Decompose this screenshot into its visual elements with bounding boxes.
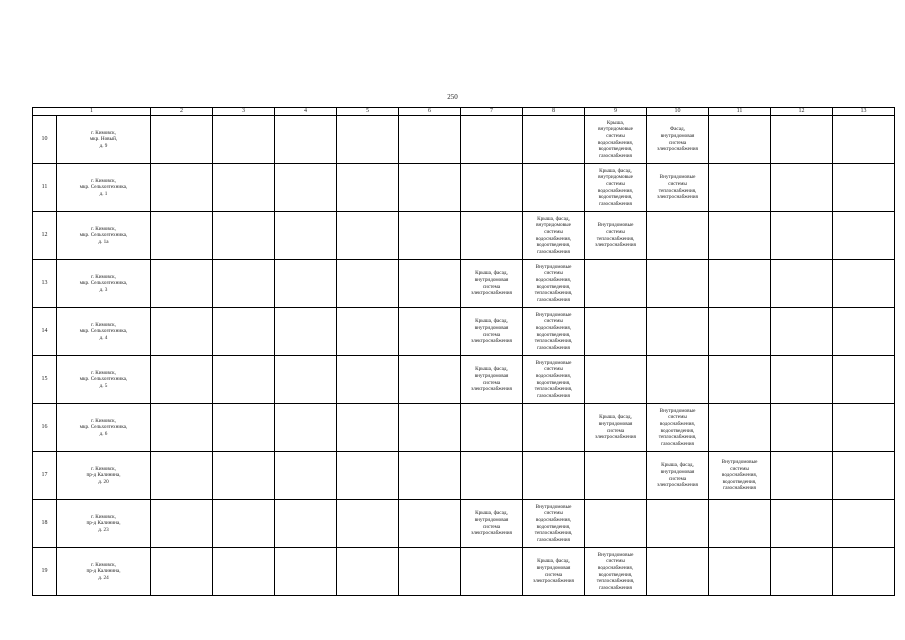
year-cell-10 xyxy=(647,452,709,500)
year-cell-2 xyxy=(151,164,213,212)
repair-schedule-table xyxy=(32,107,895,596)
row-number: 19 xyxy=(33,548,57,596)
year-cell-13 xyxy=(833,500,895,548)
work-type-line: Крыша, фасад, xyxy=(537,558,570,565)
year-cell-10 xyxy=(647,116,709,164)
year-cell-7 xyxy=(461,164,523,212)
work-type-line: Крыша, фасад, xyxy=(475,270,508,277)
year-cell-8 xyxy=(523,356,585,404)
year-cell-12 xyxy=(771,212,833,260)
work-type-line: водоснабжения, xyxy=(597,139,634,146)
work-type-line: системы xyxy=(606,558,625,565)
work-type-line: водоснабжения, xyxy=(535,372,572,379)
year-cell-10 xyxy=(647,356,709,404)
address-line: мкр. Сельхозтехника, xyxy=(79,424,128,431)
year-cell-11 xyxy=(709,260,771,308)
work-type-line: водоснабжения, xyxy=(535,516,572,523)
header-cell: 4 xyxy=(275,108,337,116)
year-cell-10 xyxy=(647,308,709,356)
work-type-line: водоотведения, xyxy=(536,283,571,290)
year-cell-5 xyxy=(337,548,399,596)
year-cell-6 xyxy=(399,452,461,500)
year-cell-8 xyxy=(523,500,585,548)
address-line: г. Кимовск, xyxy=(91,513,116,520)
address-line: д. 1 xyxy=(99,190,108,197)
table-row xyxy=(33,164,895,212)
work-type-line: система xyxy=(668,475,687,482)
work-type-line: внутридомовая xyxy=(474,516,509,523)
work-type-line: Внутридомовые xyxy=(535,359,572,366)
work-type-line: водоснабжения, xyxy=(535,276,572,283)
address-line: мкр. Сельхозтехника, xyxy=(79,280,128,287)
year-cell-9 xyxy=(585,500,647,548)
year-cell-13 xyxy=(833,356,895,404)
address-line: г. Кимовск, xyxy=(91,465,116,472)
work-type-line: теплоснабжения, xyxy=(534,386,573,393)
year-cell-9 xyxy=(585,404,647,452)
year-cell-3 xyxy=(213,164,275,212)
work-type-line: электроснабжения xyxy=(657,146,698,153)
year-cell-2 xyxy=(151,116,213,164)
header-cell: 5 xyxy=(337,108,399,116)
work-type-line: водоснабжения, xyxy=(721,472,758,479)
year-cell-9 xyxy=(585,212,647,260)
year-cell-2 xyxy=(151,452,213,500)
table-row xyxy=(33,548,895,596)
work-type-line: теплоснабжения, xyxy=(658,434,697,441)
work-type-line: газоснабжения xyxy=(537,248,570,255)
table-row xyxy=(33,116,895,164)
year-cell-9 xyxy=(585,548,647,596)
work-type-line: теплоснабжения, xyxy=(534,530,573,537)
header-cell: 10 xyxy=(647,108,709,116)
address-line: пр-д Калинина, xyxy=(86,568,121,575)
year-cell-7 xyxy=(461,116,523,164)
year-cell-3 xyxy=(213,116,275,164)
header-cell: 6 xyxy=(399,108,461,116)
work-type-line: Внутридомовые xyxy=(659,407,696,414)
year-cell-7 xyxy=(461,452,523,500)
address-line: д. 9 xyxy=(99,142,108,149)
year-cell-13 xyxy=(833,164,895,212)
work-type-line: водоотведения, xyxy=(598,146,633,153)
work-type-line: системы xyxy=(544,228,563,235)
work-type-line: водоотведения, xyxy=(598,571,633,578)
year-cell-13 xyxy=(833,116,895,164)
header-cell: 1 xyxy=(33,108,151,116)
work-type-line: Внутридомовые xyxy=(535,311,572,318)
address-line: г. Кимовск, xyxy=(91,225,116,232)
address-cell xyxy=(57,356,151,404)
year-cell-3 xyxy=(213,452,275,500)
year-cell-4 xyxy=(275,260,337,308)
work-type-line: водоотведения, xyxy=(536,523,571,530)
work-type-line: внутридомовая xyxy=(474,324,509,331)
work-type-line: Крыша, фасад, xyxy=(661,462,694,469)
year-cell-4 xyxy=(275,500,337,548)
year-cell-6 xyxy=(399,500,461,548)
year-cell-7 xyxy=(461,308,523,356)
work-type-line: Крыша, фасад, xyxy=(475,366,508,373)
address-line: г. Кимовск, xyxy=(91,321,116,328)
address-cell xyxy=(57,308,151,356)
address-cell xyxy=(57,452,151,500)
row-number: 12 xyxy=(33,212,57,260)
year-cell-5 xyxy=(337,260,399,308)
address-line: д. 4 xyxy=(99,334,108,341)
address-line: д. 20 xyxy=(98,478,109,485)
address-line: мкр. Сельхозтехника, xyxy=(79,232,128,239)
year-cell-3 xyxy=(213,548,275,596)
year-cell-5 xyxy=(337,404,399,452)
header-cell: 3 xyxy=(213,108,275,116)
year-cell-9 xyxy=(585,116,647,164)
year-cell-11 xyxy=(709,164,771,212)
year-cell-6 xyxy=(399,212,461,260)
year-cell-3 xyxy=(213,260,275,308)
year-cell-11 xyxy=(709,212,771,260)
work-type-line: внутридомовые xyxy=(598,174,633,181)
row-number: 15 xyxy=(33,356,57,404)
year-cell-8 xyxy=(523,260,585,308)
work-type-line: системы xyxy=(544,270,563,277)
year-cell-7 xyxy=(461,356,523,404)
work-type-line: система xyxy=(482,331,501,338)
page-number: 250 xyxy=(447,93,458,101)
work-type-line: газоснабжения xyxy=(723,485,756,492)
work-type-line: водоснабжения, xyxy=(535,324,572,331)
header-cell: 11 xyxy=(709,108,771,116)
work-type-line: Внутридомовые xyxy=(721,459,758,466)
work-type-line: газоснабжения xyxy=(661,440,694,447)
work-type-line: Крыша, фасад, xyxy=(599,414,632,421)
year-cell-8 xyxy=(523,404,585,452)
address-line: г. Кимовск, xyxy=(91,273,116,280)
table-row xyxy=(33,212,895,260)
year-cell-4 xyxy=(275,212,337,260)
year-cell-11 xyxy=(709,356,771,404)
work-type-line: водоотведения, xyxy=(536,242,571,249)
address-line: д. 5 xyxy=(99,382,108,389)
row-number: 16 xyxy=(33,404,57,452)
work-type-line: водоснабжения, xyxy=(597,187,634,194)
address-line: мкр. Сельхозтехника, xyxy=(79,328,128,335)
year-cell-6 xyxy=(399,308,461,356)
address-cell xyxy=(57,500,151,548)
year-cell-4 xyxy=(275,548,337,596)
year-cell-11 xyxy=(709,452,771,500)
address-cell xyxy=(57,548,151,596)
work-type-line: газоснабжения xyxy=(599,584,632,591)
work-type-line: электроснабжения xyxy=(657,482,698,489)
year-cell-11 xyxy=(709,548,771,596)
year-cell-2 xyxy=(151,356,213,404)
address-cell xyxy=(57,212,151,260)
work-type-line: внутридомовая xyxy=(598,420,633,427)
work-type-line: теплоснабжения, xyxy=(658,187,697,194)
work-type-line: газоснабжения xyxy=(599,200,632,207)
row-number: 17 xyxy=(33,452,57,500)
year-cell-13 xyxy=(833,260,895,308)
work-type-line: водоснабжения, xyxy=(659,420,696,427)
address-line: г. Кимовск, xyxy=(91,177,116,184)
header-cell: 13 xyxy=(833,108,895,116)
year-cell-7 xyxy=(461,548,523,596)
year-cell-10 xyxy=(647,164,709,212)
header-cell: 8 xyxy=(523,108,585,116)
work-type-line: внутридомовая xyxy=(660,132,695,139)
year-cell-5 xyxy=(337,116,399,164)
year-cell-10 xyxy=(647,212,709,260)
work-type-line: внутридомовая xyxy=(474,372,509,379)
work-type-line: внутридомовые xyxy=(598,126,633,133)
year-cell-11 xyxy=(709,500,771,548)
work-type-line: системы xyxy=(606,132,625,139)
table-row xyxy=(33,356,895,404)
address-line: д. 3 xyxy=(99,286,108,293)
work-type-line: электроснабжения xyxy=(533,578,574,585)
year-cell-10 xyxy=(647,404,709,452)
year-cell-5 xyxy=(337,452,399,500)
table-row xyxy=(33,404,895,452)
year-cell-2 xyxy=(151,548,213,596)
work-type-line: система xyxy=(668,139,687,146)
year-cell-2 xyxy=(151,404,213,452)
address-line: д. 24 xyxy=(98,574,109,581)
work-type-line: электроснабжения xyxy=(471,530,512,537)
work-type-line: газоснабжения xyxy=(537,296,570,303)
year-cell-10 xyxy=(647,260,709,308)
work-type-line: внутридомовая xyxy=(660,468,695,475)
work-type-line: внутридомовые xyxy=(536,222,571,229)
year-cell-4 xyxy=(275,404,337,452)
year-cell-3 xyxy=(213,404,275,452)
year-cell-8 xyxy=(523,212,585,260)
work-type-line: электроснабжения xyxy=(595,434,636,441)
work-type-line: система xyxy=(482,379,501,386)
work-type-line: система xyxy=(544,571,563,578)
address-line: мкр. Сельхозтехника, xyxy=(79,184,128,191)
work-type-line: системы xyxy=(606,180,625,187)
work-type-line: водоотведения, xyxy=(598,194,633,201)
work-type-line: системы xyxy=(606,228,625,235)
work-type-line: газоснабжения xyxy=(537,536,570,543)
address-cell xyxy=(57,164,151,212)
year-cell-9 xyxy=(585,452,647,500)
year-cell-13 xyxy=(833,308,895,356)
year-cell-6 xyxy=(399,164,461,212)
table-row xyxy=(33,308,895,356)
header-cell: 9 xyxy=(585,108,647,116)
address-line: г. Кимовск, xyxy=(91,369,116,376)
work-type-line: водоотведения, xyxy=(660,427,695,434)
year-cell-12 xyxy=(771,404,833,452)
header-cell: 12 xyxy=(771,108,833,116)
work-type-line: Фасад, xyxy=(669,126,685,133)
year-cell-9 xyxy=(585,356,647,404)
work-type-line: водоотведения, xyxy=(536,379,571,386)
year-cell-10 xyxy=(647,548,709,596)
year-cell-8 xyxy=(523,164,585,212)
row-number: 10 xyxy=(33,116,57,164)
work-type-line: Крыша, фасад, xyxy=(599,167,632,174)
work-type-line: теплоснабжения, xyxy=(596,235,635,242)
work-type-line: электроснабжения xyxy=(595,242,636,249)
work-type-line: водоснабжения, xyxy=(597,564,634,571)
year-cell-9 xyxy=(585,260,647,308)
year-cell-12 xyxy=(771,164,833,212)
year-cell-5 xyxy=(337,212,399,260)
work-type-line: системы xyxy=(544,510,563,517)
work-type-line: система xyxy=(482,523,501,530)
year-cell-6 xyxy=(399,116,461,164)
row-number: 18 xyxy=(33,500,57,548)
address-line: д. 6 xyxy=(99,430,108,437)
work-type-line: система xyxy=(482,283,501,290)
year-cell-5 xyxy=(337,356,399,404)
year-cell-12 xyxy=(771,356,833,404)
year-cell-12 xyxy=(771,116,833,164)
year-cell-5 xyxy=(337,308,399,356)
row-number: 14 xyxy=(33,308,57,356)
year-cell-9 xyxy=(585,164,647,212)
year-cell-12 xyxy=(771,260,833,308)
year-cell-11 xyxy=(709,404,771,452)
row-number: 11 xyxy=(33,164,57,212)
year-cell-13 xyxy=(833,404,895,452)
work-type-line: теплоснабжения, xyxy=(534,290,573,297)
work-type-line: газоснабжения xyxy=(537,344,570,351)
year-cell-9 xyxy=(585,308,647,356)
work-type-line: внутридомовая xyxy=(474,276,509,283)
address-cell xyxy=(57,260,151,308)
year-cell-5 xyxy=(337,500,399,548)
address-line: д. 1а xyxy=(98,238,109,245)
address-line: мкр. Сельхозтехника, xyxy=(79,376,128,383)
address-line: пр-д Калинина, xyxy=(86,520,121,527)
year-cell-3 xyxy=(213,308,275,356)
work-type-line: Крыша, фасад, xyxy=(537,215,570,222)
year-cell-4 xyxy=(275,164,337,212)
work-type-line: Внутридомовые xyxy=(659,174,696,181)
work-type-line: система xyxy=(606,427,625,434)
work-type-line: системы xyxy=(544,318,563,325)
year-cell-7 xyxy=(461,260,523,308)
year-cell-6 xyxy=(399,548,461,596)
year-cell-4 xyxy=(275,356,337,404)
work-type-line: газоснабжения xyxy=(599,152,632,159)
year-cell-6 xyxy=(399,404,461,452)
work-type-line: Крыша, фасад, xyxy=(475,510,508,517)
year-cell-4 xyxy=(275,452,337,500)
address-cell xyxy=(57,116,151,164)
year-cell-13 xyxy=(833,452,895,500)
work-type-line: внутридомовая xyxy=(536,564,571,571)
work-type-line: системы xyxy=(544,366,563,373)
work-type-line: Внутридомовые xyxy=(535,503,572,510)
address-cell xyxy=(57,404,151,452)
row-number: 13 xyxy=(33,260,57,308)
year-cell-7 xyxy=(461,404,523,452)
year-cell-7 xyxy=(461,500,523,548)
year-cell-4 xyxy=(275,308,337,356)
work-type-line: водоснабжения, xyxy=(535,235,572,242)
year-cell-8 xyxy=(523,548,585,596)
address-line: г. Кимовск, xyxy=(91,129,116,136)
work-type-line: Крыша, фасад, xyxy=(475,318,508,325)
year-cell-3 xyxy=(213,212,275,260)
year-cell-4 xyxy=(275,116,337,164)
year-cell-3 xyxy=(213,500,275,548)
year-cell-2 xyxy=(151,308,213,356)
year-cell-2 xyxy=(151,500,213,548)
year-cell-13 xyxy=(833,548,895,596)
work-type-line: водоотведения, xyxy=(722,478,757,485)
year-cell-12 xyxy=(771,548,833,596)
address-line: мкр. Новый, xyxy=(89,136,118,143)
year-cell-8 xyxy=(523,308,585,356)
table-row xyxy=(33,260,895,308)
header-cell: 2 xyxy=(151,108,213,116)
year-cell-13 xyxy=(833,212,895,260)
work-type-line: теплоснабжения, xyxy=(534,338,573,345)
work-type-line: Внутридомовые xyxy=(597,551,634,558)
work-type-line: теплоснабжения, xyxy=(596,578,635,585)
year-cell-6 xyxy=(399,260,461,308)
year-cell-8 xyxy=(523,116,585,164)
year-cell-12 xyxy=(771,500,833,548)
work-type-line: системы xyxy=(668,180,687,187)
year-cell-5 xyxy=(337,164,399,212)
year-cell-12 xyxy=(771,308,833,356)
header-row xyxy=(33,108,895,116)
work-type-line: Крыша, xyxy=(606,119,625,126)
work-type-line: системы xyxy=(668,414,687,421)
year-cell-6 xyxy=(399,356,461,404)
year-cell-12 xyxy=(771,452,833,500)
year-cell-7 xyxy=(461,212,523,260)
work-type-line: Внутридомовые xyxy=(597,222,634,229)
work-type-line: электроснабжения xyxy=(471,386,512,393)
header-cell: 7 xyxy=(461,108,523,116)
work-type-line: электроснабжения xyxy=(657,194,698,201)
work-type-line: Внутридомовые xyxy=(535,263,572,270)
year-cell-11 xyxy=(709,116,771,164)
year-cell-10 xyxy=(647,500,709,548)
address-line: д. 23 xyxy=(98,526,109,533)
year-cell-2 xyxy=(151,212,213,260)
year-cell-3 xyxy=(213,356,275,404)
year-cell-2 xyxy=(151,260,213,308)
table-row xyxy=(33,452,895,500)
table-row xyxy=(33,500,895,548)
address-line: г. Кимовск, xyxy=(91,561,116,568)
year-cell-11 xyxy=(709,308,771,356)
table-body xyxy=(33,108,895,596)
work-type-line: электроснабжения xyxy=(471,290,512,297)
address-line: г. Кимовск, xyxy=(91,417,116,424)
work-type-line: системы xyxy=(730,465,749,472)
work-type-line: водоотведения, xyxy=(536,331,571,338)
year-cell-8 xyxy=(523,452,585,500)
address-line: пр-д Калинина, xyxy=(86,472,121,479)
work-type-line: электроснабжения xyxy=(471,338,512,345)
work-type-line: газоснабжения xyxy=(537,392,570,399)
